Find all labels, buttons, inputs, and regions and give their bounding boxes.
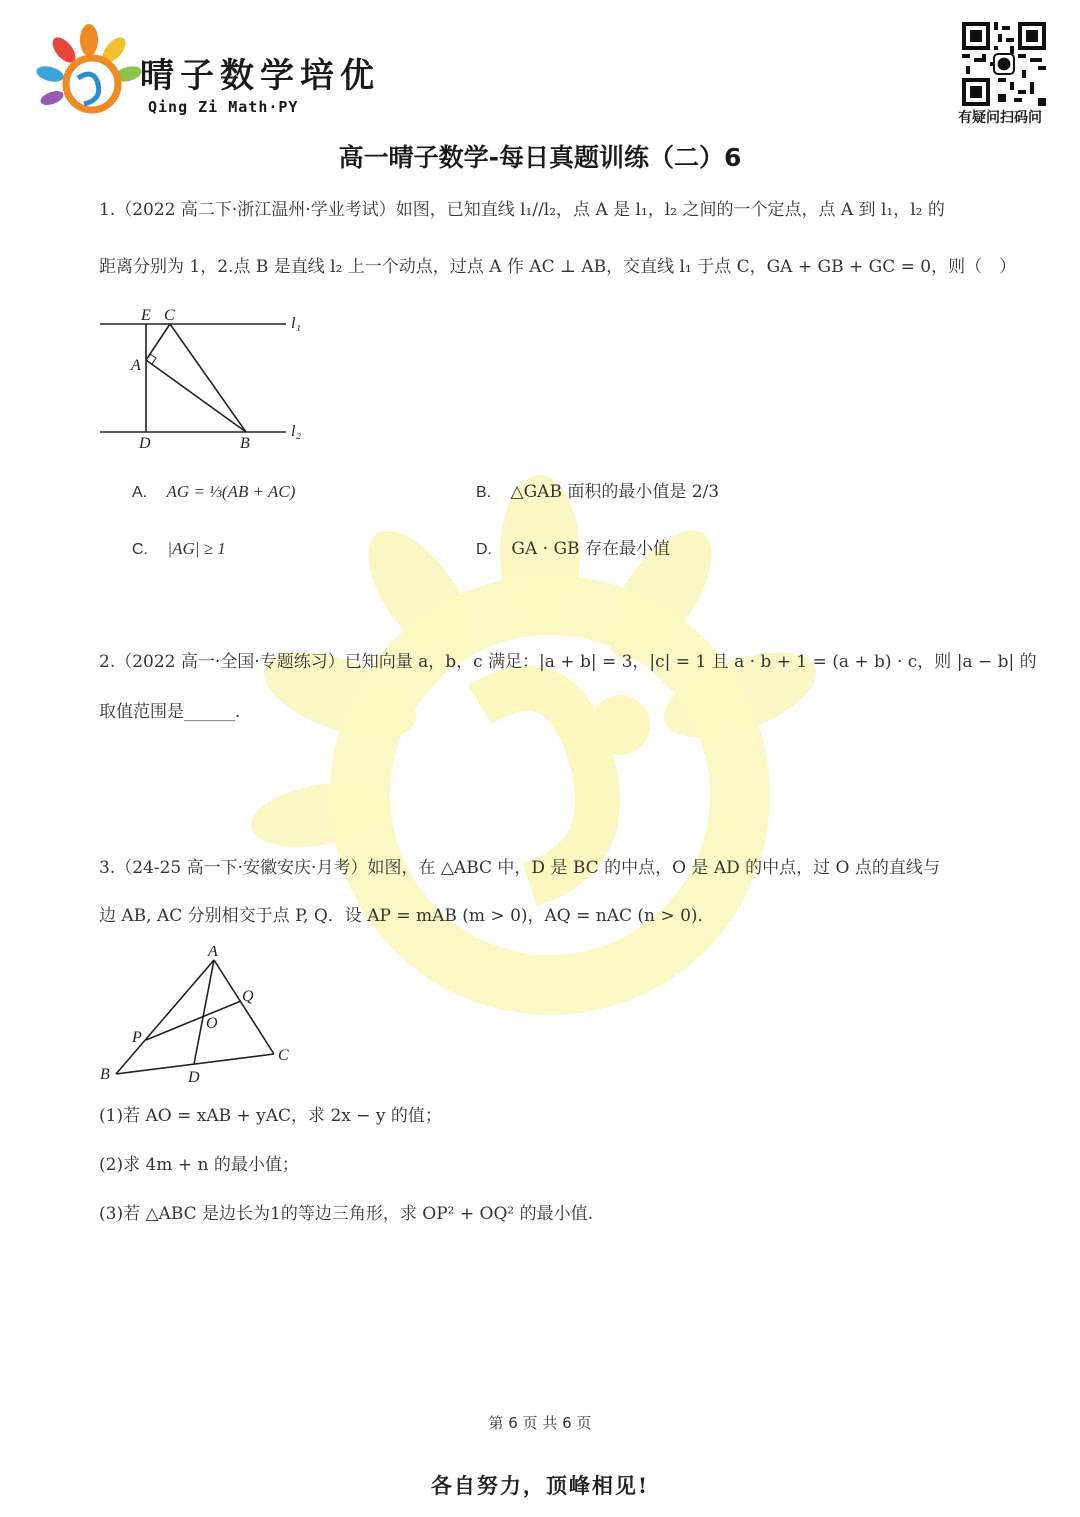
page-number: 第 6 页 共 6 页 bbox=[488, 1414, 592, 1432]
question-1-figure bbox=[96, 300, 316, 460]
segment-AB bbox=[146, 360, 246, 432]
label-O: O bbox=[206, 1015, 218, 1032]
option-b-label: B. bbox=[476, 484, 492, 501]
label-D: D bbox=[188, 1069, 200, 1086]
segment-PQ bbox=[146, 1001, 241, 1040]
option-c bbox=[132, 537, 226, 562]
question-1-line-2: 距离分别为 1，2.点 B 是直线 l₂ 上一个动点，过点 A 作 AC ⊥ AB，交直线 l₁ 于点 C，GA + GB + GC = 0，则（ ） bbox=[99, 257, 1017, 277]
qr-code-icon bbox=[962, 22, 1046, 106]
question-2-line-1: 2.（2022 高一·全国·专题练习）已知向量 a，b，c 满足：|a + b| = 3，|c| = 1 且 a · b + 1 = (a + b) · c，则 |a − b| 的 bbox=[99, 652, 1037, 672]
question-3-part-3: (3)若 △ABC 是边长为1的等边三角形，求 OP² + OQ² 的最小值. bbox=[99, 1204, 594, 1224]
label-A: A bbox=[131, 357, 141, 374]
label-E: E bbox=[141, 307, 151, 324]
segment-AC bbox=[214, 960, 274, 1054]
question-1-line-1: 1.（2022 高二下·浙江温州·学业考试）如图，已知直线 l₁//l₂，点 A 是 l₁，l₂ 之间的一个定点，点 A 到 l₁，l₂ 的 bbox=[99, 200, 945, 220]
brand-logo-icon bbox=[34, 22, 144, 122]
label-D: D bbox=[139, 435, 151, 452]
question-3-figure bbox=[96, 946, 306, 1086]
option-c-label: C. bbox=[132, 541, 148, 558]
option-a-label: A. bbox=[132, 484, 148, 501]
option-d-text: GA · GB 存在最小值 bbox=[511, 539, 670, 559]
label-B: B bbox=[240, 435, 250, 452]
label-Q: Q bbox=[242, 988, 254, 1005]
segment-AB bbox=[116, 960, 214, 1074]
label-C: C bbox=[278, 1047, 289, 1064]
footer-motto: 各自努力，顶峰相见! bbox=[430, 1473, 650, 1498]
option-d-label: D. bbox=[476, 541, 492, 558]
label-l1: l₁ bbox=[291, 315, 302, 332]
question-2-line-2: 取值范围是______. bbox=[99, 702, 241, 722]
segment-AC bbox=[146, 324, 170, 360]
option-b bbox=[476, 480, 719, 505]
option-a bbox=[132, 480, 295, 505]
option-d bbox=[476, 537, 670, 562]
label-A: A bbox=[208, 946, 218, 960]
question-3-line-2: 边 AB, AC 分别相交于点 P, Q．设 AP = mAB (m > 0)，AQ = nAC (n > 0)． bbox=[99, 906, 715, 926]
page-title: 高一晴子数学-每日真题训练（二）6 bbox=[338, 143, 742, 172]
question-3-line-1: 3.（24-25 高一下·安徽安庆·月考）如图，在 △ABC 中，D 是 BC 的中点，O 是 AD 的中点，过 O 点的直线与 bbox=[99, 858, 940, 878]
segment-CB bbox=[170, 324, 246, 432]
right-angle-mark bbox=[150, 354, 156, 364]
brand-name-en: Qing Zi Math·PY bbox=[148, 98, 299, 116]
label-P: P bbox=[132, 1029, 142, 1046]
question-3-part-1: (1)若 AO = xAB + yAC，求 2x − y 的值； bbox=[99, 1106, 442, 1126]
label-l2: l₂ bbox=[291, 423, 302, 440]
option-b-text: △GAB 面积的最小值是 2/3 bbox=[510, 482, 720, 502]
segment-AD bbox=[194, 960, 214, 1064]
qr-caption: 有疑问扫码问 bbox=[958, 110, 1042, 126]
label-B: B bbox=[100, 1066, 110, 1083]
option-a-text: AG = ⅓(AB + AC) bbox=[166, 482, 296, 501]
option-c-text: |AG| ≥ 1 bbox=[167, 539, 226, 558]
label-C: C bbox=[164, 307, 175, 324]
question-3-part-2: (2)求 4m + n 的最小值； bbox=[99, 1155, 299, 1175]
brand-name-cn: 晴子数学培优 bbox=[140, 56, 380, 96]
